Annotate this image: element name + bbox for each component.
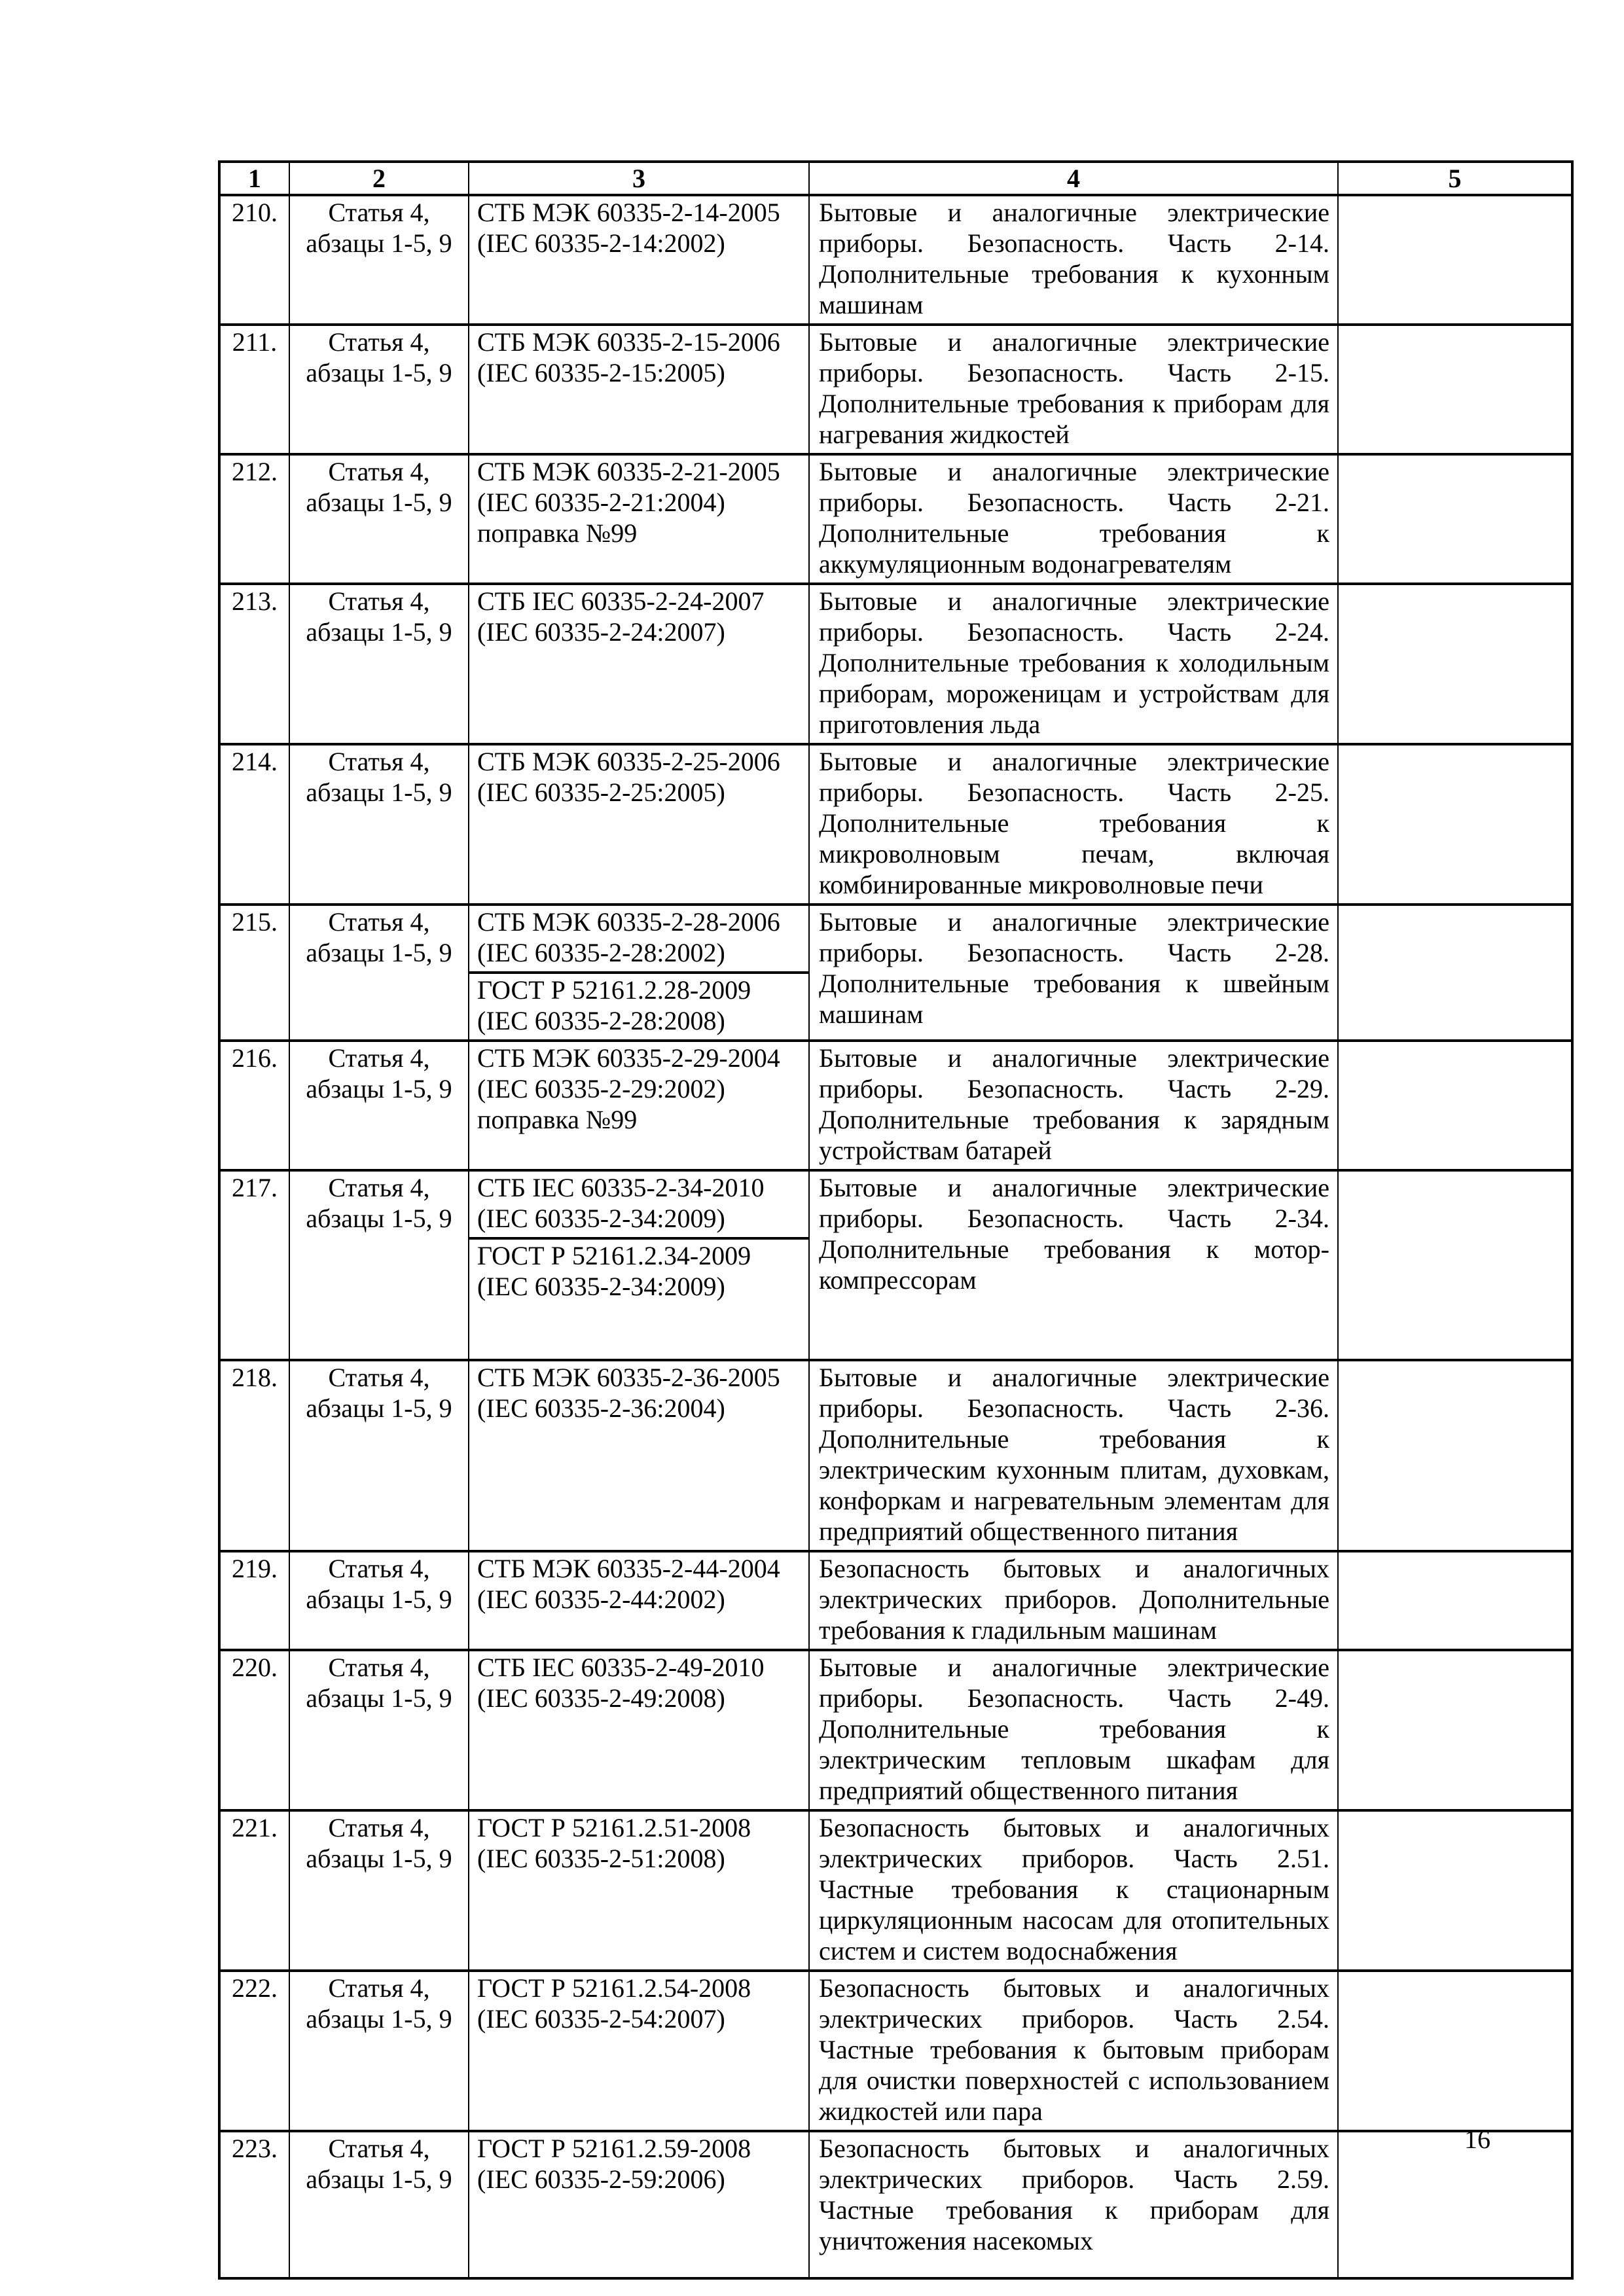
text-line: Статья 4, — [328, 747, 430, 776]
standards-cell — [469, 454, 809, 584]
row-number-cell: 215. — [219, 905, 289, 1041]
text-line: Статья 4, — [328, 457, 430, 486]
standards-cell — [469, 744, 809, 905]
standards-cell — [469, 1041, 809, 1170]
column-header-5: 5 — [1338, 162, 1572, 195]
text-line: СТБ МЭК 60335-2-28-2006 — [477, 907, 780, 937]
standard-entry — [469, 1172, 808, 1237]
article-cell — [289, 195, 469, 325]
standards-cell — [469, 1551, 809, 1650]
text-line: (IEC 60335-2-59:2006) — [477, 2164, 725, 2194]
standard-entry — [469, 745, 808, 811]
standards-cell — [469, 325, 809, 454]
standards-cell — [469, 1360, 809, 1551]
standards-cell — [469, 1650, 809, 1810]
standards-cell — [469, 195, 809, 325]
notes-cell — [1338, 325, 1572, 454]
notes-cell — [1338, 2131, 1572, 2278]
text-line: абзацы 1-5, 9 — [306, 358, 452, 387]
text-line: абзацы 1-5, 9 — [306, 2004, 452, 2034]
column-header-2: 2 — [289, 162, 469, 195]
text-line: Статья 4, — [328, 1973, 430, 2003]
text-line: СТБ IEC 60335-2-24-2007 — [477, 586, 765, 616]
text-line: абзацы 1-5, 9 — [306, 938, 452, 967]
table-header — [219, 162, 1572, 195]
column-header-1: 1 — [219, 162, 289, 195]
text-line: ГОСТ Р 52161.2.51-2008 — [477, 1813, 751, 1842]
column-header-4: 4 — [809, 162, 1338, 195]
text-line: (IEC 60335-2-49:2008) — [477, 1683, 725, 1713]
table-row — [219, 1041, 1572, 1170]
text-line: СТБ МЭК 60335-2-21-2005 — [477, 457, 780, 486]
table-row — [219, 1650, 1572, 1810]
description-cell: Бытовые и аналогичные электрические приборы. Безопасность. Часть 2-28. Дополнительные требования к швейным машинам — [809, 905, 1338, 1041]
standard-entry — [469, 1651, 808, 1717]
notes-cell — [1338, 195, 1572, 325]
standard-entry — [469, 971, 808, 1039]
text-line: поправка №99 — [477, 1105, 638, 1134]
text-line: Статья 4, — [328, 907, 430, 937]
text-line: Статья 4, — [328, 1173, 430, 1202]
text-line: абзацы 1-5, 9 — [306, 1683, 452, 1713]
row-number-cell: 214. — [219, 744, 289, 905]
text-line: абзацы 1-5, 9 — [306, 778, 452, 807]
standard-entry — [469, 1042, 808, 1138]
text-line: ГОСТ Р 52161.2.54-2008 — [477, 1973, 751, 2003]
row-number-cell: 221. — [219, 1810, 289, 1971]
standards-cell — [469, 1810, 809, 1971]
row-number-cell: 212. — [219, 454, 289, 584]
text-line: абзацы 1-5, 9 — [306, 2164, 452, 2194]
text-line: СТБ IEC 60335-2-49-2010 — [477, 1653, 765, 1682]
standard-entry — [469, 1972, 808, 2037]
text-line: Статья 4, — [328, 1813, 430, 1842]
row-number-cell: 219. — [219, 1551, 289, 1650]
table-row — [219, 1170, 1572, 1360]
text-line: абзацы 1-5, 9 — [306, 488, 452, 517]
table-row — [219, 2131, 1572, 2278]
text-line: СТБ МЭК 60335-2-14-2005 — [477, 198, 780, 227]
standard-entry — [469, 1552, 808, 1618]
text-line: Статья 4, — [328, 2134, 430, 2163]
row-number-cell: 211. — [219, 325, 289, 454]
text-line: ГОСТ Р 52161.2.34-2009 — [477, 1241, 751, 1270]
description-cell: Бытовые и аналогичные электрические приборы. Безопасность. Часть 2-34. Дополнительные требования к мотор-компрессорам — [809, 1170, 1338, 1360]
notes-cell — [1338, 584, 1572, 744]
description-cell: Бытовые и аналогичные электрические приборы. Безопасность. Часть 2-15. Дополнительные требования к приборам для нагревания жидкостей — [809, 325, 1338, 454]
text-line: (IEC 60335-2-15:2005) — [477, 358, 725, 387]
column-header-3: 3 — [469, 162, 809, 195]
text-line: ГОСТ Р 52161.2.59-2008 — [477, 2134, 751, 2163]
standards-cell — [469, 1971, 809, 2131]
description-cell: Бытовые и аналогичные электрические приборы. Безопасность. Часть 2-14. Дополнительные требования к кухонным машинам — [809, 195, 1338, 325]
table-row — [219, 1810, 1572, 1971]
standards-cell — [469, 2131, 809, 2278]
standard-entry — [469, 1361, 808, 1427]
text-line: (IEC 60335-2-28:2002) — [477, 938, 725, 967]
text-line: (IEC 60335-2-24:2007) — [477, 617, 725, 647]
description-cell: Бытовые и аналогичные электрические приборы. Безопасность. Часть 2-29. Дополнительные требования к зарядным устройствам батарей — [809, 1041, 1338, 1170]
table-row — [219, 905, 1572, 1041]
notes-cell — [1338, 1650, 1572, 1810]
text-line: абзацы 1-5, 9 — [306, 617, 452, 647]
article-cell — [289, 744, 469, 905]
article-cell — [289, 2131, 469, 2278]
text-line: абзацы 1-5, 9 — [306, 1204, 452, 1233]
row-number-cell: 223. — [219, 2131, 289, 2278]
standard-entry — [469, 1812, 808, 1877]
text-line: (IEC 60335-2-34:2009) — [477, 1272, 725, 1301]
page-number: 16 — [1464, 2125, 1490, 2154]
text-line: (IEC 60335-2-54:2007) — [477, 2004, 725, 2034]
row-number-cell: 210. — [219, 195, 289, 325]
text-line: (IEC 60335-2-36:2004) — [477, 1393, 725, 1423]
text-line: Статья 4, — [328, 586, 430, 616]
standard-entry — [469, 2132, 808, 2198]
notes-cell — [1338, 744, 1572, 905]
text-line: абзацы 1-5, 9 — [306, 1585, 452, 1614]
description-cell: Бытовые и аналогичные электрические приборы. Безопасность. Часть 2-36. Дополнительные требования к электрическим кухонным плитам, духовкам, конфоркам и нагревательным элементам для предприятий общественного питания — [809, 1360, 1338, 1551]
table-row — [219, 1551, 1572, 1650]
text-line: Статья 4, — [328, 327, 430, 357]
text-line: (IEC 60335-2-44:2002) — [477, 1585, 725, 1614]
notes-cell — [1338, 1360, 1572, 1551]
notes-cell — [1338, 1810, 1572, 1971]
description-cell: Бытовые и аналогичные электрические приборы. Безопасность. Часть 2-25. Дополнительные требования к микроволновым печам, включая комбинированные микроволновые печи — [809, 744, 1338, 905]
description-cell: Безопасность бытовых и аналогичных электрических приборов. Часть 2.59. Частные требования к приборам для уничтожения насекомых — [809, 2131, 1338, 2278]
description-cell: Бытовые и аналогичные электрические приборы. Безопасность. Часть 2-49. Дополнительные требования к электрическим тепловым шкафам для предприятий общественного питания — [809, 1650, 1338, 1810]
standard-entry — [469, 1237, 808, 1305]
article-cell — [289, 1551, 469, 1650]
table-row — [219, 195, 1572, 325]
table-row — [219, 1971, 1572, 2131]
text-line: ГОСТ Р 52161.2.28-2009 — [477, 975, 751, 1005]
text-line: абзацы 1-5, 9 — [306, 1074, 452, 1103]
text-line: (IEC 60335-2-25:2005) — [477, 778, 725, 807]
standard-entry — [469, 196, 808, 262]
text-line: Статья 4, — [328, 198, 430, 227]
notes-cell — [1338, 1551, 1572, 1650]
description-cell: Безопасность бытовых и аналогичных электрических приборов. Часть 2.51. Частные требования к стационарным циркуляционным насосам для отопительных систем и систем водоснабжения — [809, 1810, 1338, 1971]
text-line: СТБ МЭК 60335-2-25-2006 — [477, 747, 780, 776]
row-number-cell: 218. — [219, 1360, 289, 1551]
text-line: (IEC 60335-2-21:2004) — [477, 488, 725, 517]
description-cell: Безопасность бытовых и аналогичных электрических приборов. Часть 2.54. Частные требования к бытовым приборам для очистки поверхностей с использованием жидкостей или пара — [809, 1971, 1338, 2131]
table-body — [219, 195, 1572, 2278]
notes-cell — [1338, 454, 1572, 584]
text-line: Статья 4, — [328, 1043, 430, 1073]
table-row — [219, 1360, 1572, 1551]
text-line: СТБ МЭК 60335-2-44-2004 — [477, 1554, 780, 1583]
header-row — [219, 162, 1572, 195]
row-number-cell: 220. — [219, 1650, 289, 1810]
description-cell: Бытовые и аналогичные электрические приборы. Безопасность. Часть 2-21. Дополнительные требования к аккумуляционным водонагревателям — [809, 454, 1338, 584]
notes-cell — [1338, 1170, 1572, 1360]
row-number-cell: 213. — [219, 584, 289, 744]
article-cell — [289, 1170, 469, 1360]
article-cell — [289, 584, 469, 744]
row-number-cell: 216. — [219, 1041, 289, 1170]
text-line: (IEC 60335-2-28:2008) — [477, 1006, 725, 1035]
article-cell — [289, 1360, 469, 1551]
article-cell — [289, 905, 469, 1041]
table-row — [219, 325, 1572, 454]
text-line: поправка №99 — [477, 518, 638, 548]
text-line: (IEC 60335-2-34:2009) — [477, 1204, 725, 1233]
description-cell: Бытовые и аналогичные электрические приборы. Безопасность. Часть 2-24. Дополнительные требования к холодильным приборам, мороженицам и устройствам для приготовления льда — [809, 584, 1338, 744]
text-line: СТБ МЭК 60335-2-15-2006 — [477, 327, 780, 357]
notes-cell — [1338, 1041, 1572, 1170]
standard-entry — [469, 906, 808, 971]
standard-entry — [469, 326, 808, 391]
text-line: (IEC 60335-2-14:2002) — [477, 228, 725, 258]
standards-cell — [469, 1170, 809, 1360]
standard-entry — [469, 585, 808, 651]
notes-cell — [1338, 905, 1572, 1041]
table-row — [219, 454, 1572, 584]
text-line: абзацы 1-5, 9 — [306, 1844, 452, 1873]
text-line: Статья 4, — [328, 1554, 430, 1583]
description-cell: Безопасность бытовых и аналогичных электрических приборов. Дополнительные требования к гладильным машинам — [809, 1551, 1338, 1650]
text-line: (IEC 60335-2-51:2008) — [477, 1844, 725, 1873]
text-line: СТБ МЭК 60335-2-29-2004 — [477, 1043, 780, 1073]
text-line: Статья 4, — [328, 1363, 430, 1392]
text-line: СТБ МЭК 60335-2-36-2005 — [477, 1363, 780, 1392]
article-cell — [289, 1041, 469, 1170]
article-cell — [289, 1650, 469, 1810]
standards-table — [218, 160, 1574, 2280]
text-line: Статья 4, — [328, 1653, 430, 1682]
text-line: (IEC 60335-2-29:2002) — [477, 1074, 725, 1103]
article-cell — [289, 454, 469, 584]
row-number-cell: 217. — [219, 1170, 289, 1360]
text-line: абзацы 1-5, 9 — [306, 1393, 452, 1423]
row-number-cell: 222. — [219, 1971, 289, 2131]
table-row — [219, 584, 1572, 744]
notes-cell — [1338, 1971, 1572, 2131]
article-cell — [289, 325, 469, 454]
article-cell — [289, 1810, 469, 1971]
text-line: абзацы 1-5, 9 — [306, 228, 452, 258]
article-cell — [289, 1971, 469, 2131]
text-line: СТБ IEC 60335-2-34-2010 — [477, 1173, 765, 1202]
standards-cell — [469, 584, 809, 744]
standard-entry — [469, 456, 808, 552]
standards-cell — [469, 905, 809, 1041]
table-row — [219, 744, 1572, 905]
